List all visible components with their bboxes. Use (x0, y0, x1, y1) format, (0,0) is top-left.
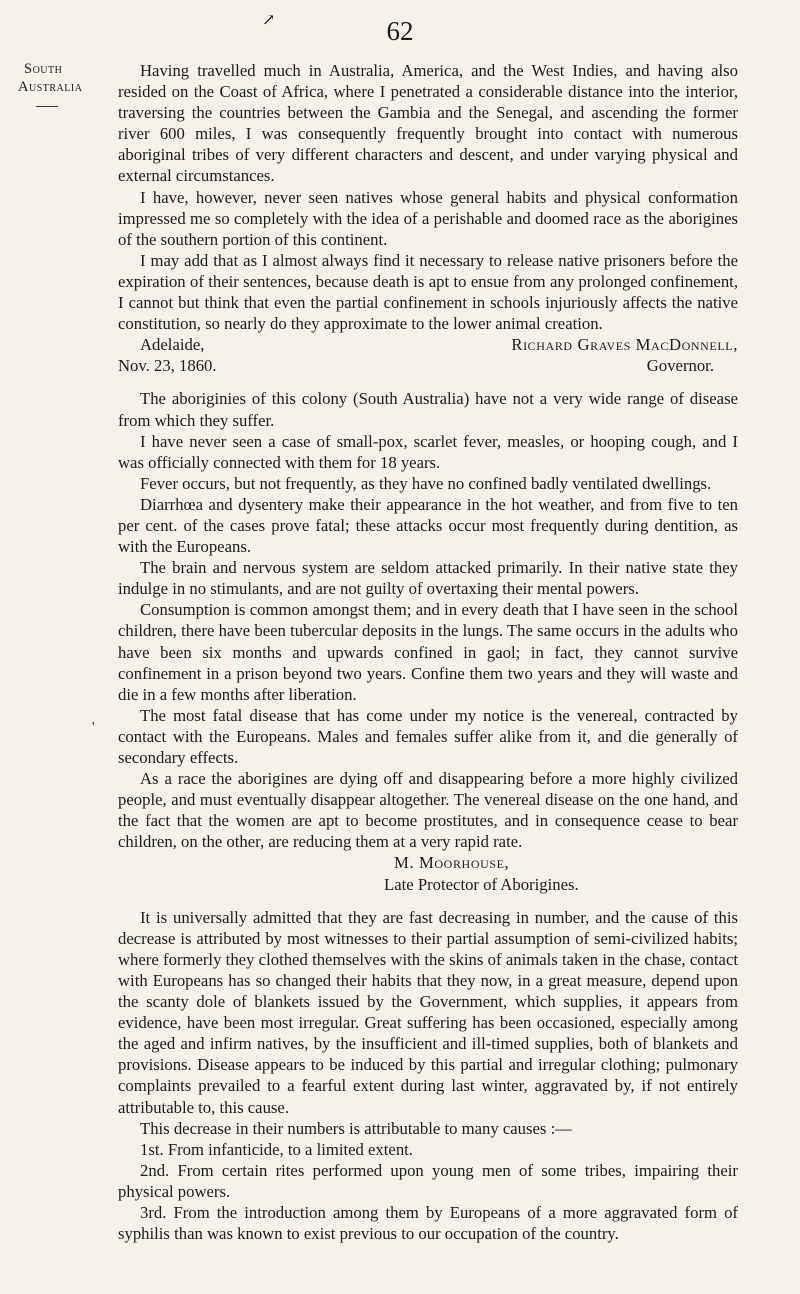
protector-letter (118, 388, 738, 894)
signatory-title: Governor. (646, 356, 714, 376)
paragraph: Having travelled much in Australia, America, and the West Indies, and having also resided on the Coast of Africa, where I penetrated a considerable distance into the interior, traversing the countries between the Gambia and the Senegal, and ascending the former river 600 miles, I was consequently frequently brought into contact with numerous aboriginal tribes of very different characters and descent, and under varying physical and external circumstances. (118, 61, 738, 186)
paragraph: Consumption is common amongst them; and in every death that I have seen in the school children, there have been tubercular deposits in the lungs. The same occurs in the adults who have been six months and upwards confined in gaol; in fact, they cannot survive confinement in a prison beyond two years. Confine them two years and they will waste and die in a few months after liberation. (118, 600, 738, 704)
page-corner-mark: ↗ (262, 12, 276, 29)
signatory-title: Late Protector of Aborigines. (384, 874, 579, 894)
letter-date: Nov. 23, 1860. (118, 356, 217, 376)
paragraph: Diarrhœa and dysentery make their appearance in the hot weather, and from five to ten per cent. of the cases prove fatal; these attacks occur most frequently during dentition, as with the Europeans. (118, 494, 738, 557)
paragraph: The aboriginies of this colony (South Australia) have not a very wide range of disease from which they suffer. (118, 389, 738, 430)
paragraph: This decrease in their numbers is attributable to many causes :— (140, 1118, 572, 1138)
list-item: 2nd. From certain rites performed upon young men of some tribes, impairing their physical powers. (118, 1160, 738, 1201)
page-body (118, 60, 738, 1244)
page-number: 62 (386, 16, 414, 46)
signatory-name: Richard Graves MacDonnell, (511, 335, 738, 355)
margin-tick: ' (92, 720, 95, 735)
signature-row (118, 355, 738, 376)
margin-heading-line2: Australia (18, 79, 83, 95)
margin-rule (36, 106, 58, 107)
paragraph: I may add that as I almost always find it necessary to release native prisoners before the expiration of their sentences, because death is apt to ensue from any prolonged confinement, I cannot but think that even the partial confinement in schools injuriously affects the native constitution, so nearly do they approximate to the lower animal creation. (118, 250, 738, 334)
paragraph: It is universally admitted that they are fast decreasing in number, and the cause of this decrease is attributed by most witnesses to their partial assumption of semi-civilized habits; where formerly they clothed themselves with the skins of animals taken in the chase, contact with Europeans has so changed their habits that they now, in a great measure, depend upon the scanty dole of blankets issued by the Government, which supplies, it appears from evidence, have been most irregular. Great suffering has been occasioned, especially among the aged and infirm natives, by the insufficient and ill-timed supplies, both of blankets and provisions. Disease appears to be induced by this partial and irregular clothing; pulmonary complaints prevailed to a fearful extent during last winter, aggravated by, if not entirely attributable to, this cause. (118, 907, 738, 1117)
paragraph: Fever occurs, but not frequently, as they have no confined badly ventilated dwellings. (140, 473, 712, 493)
paragraph: I have never seen a case of small-pox, scarlet fever, measles, or hooping cough, and I was officially connected with them for 18 years. (118, 431, 738, 472)
paragraph: I have, however, never seen natives whose general habits and physical conformation impressed me so completely with the idea of a perishable and doomed race as the aborigines of the southern portion of this continent. (118, 187, 738, 249)
letter-place: Adelaide, (140, 335, 205, 355)
paragraph: As a race the aborigines are dying off and disappearing before a more highly civilized people, and must eventually disappear altogether. The venereal disease on the one hand, and the fact that the women are apt to become prostitutes, and in consequence cease to bear children, on the other, are reducing them at a very rapid rate. (118, 769, 738, 852)
paragraph: The most fatal disease that has come under my notice is the venereal, contracted by contact with the Europeans. Males and females suffer alike from it, and die generally of secondary effects. (118, 705, 738, 767)
list-item: 3rd. From the introduction among them by Europeans of a more aggravated form of syphilis than was known to exist previous to our occupation of the country. (118, 1202, 738, 1244)
list-item: 1st. From infanticide, to a limited extent. (140, 1139, 413, 1159)
margin-heading-line1: South (24, 61, 63, 77)
paragraph: The brain and nervous system are seldom attacked primarily. In their native state they indulge in no stimulants, and are not guilty of overtaxing their mental powers. (118, 558, 738, 599)
margin-heading (18, 60, 110, 107)
signatory-name: M. Moorhouse, (394, 853, 510, 873)
committee-report (118, 907, 738, 1245)
signature-row (118, 334, 738, 355)
governor-letter (118, 60, 738, 376)
